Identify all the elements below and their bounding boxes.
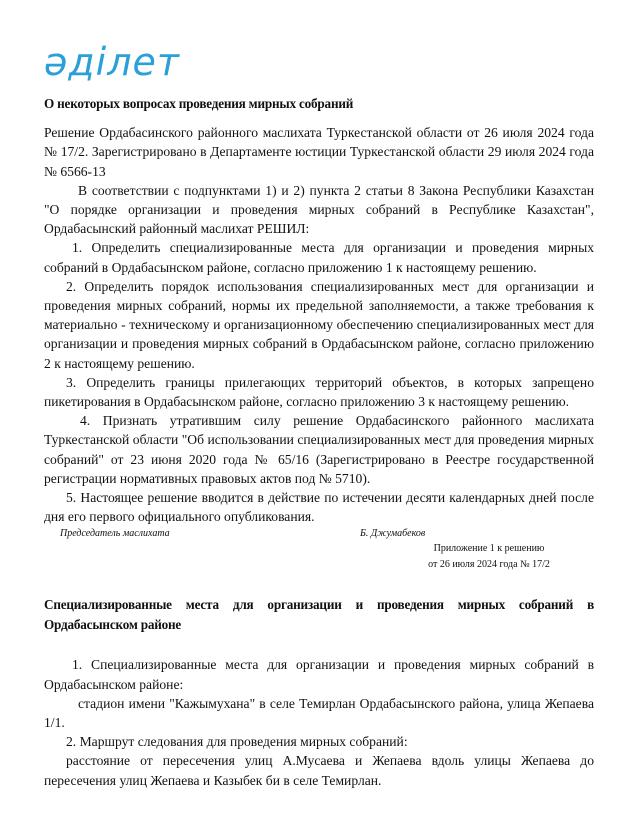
section-item-1: 1. Специализированные места для организации и проведения мирных собраний в Ордабасынском районе:	[44, 657, 594, 692]
item-4: 4. Признать утратившим силу решение Ордабасинского районного маслихата Туркестанской области "Об использовании специализированных мест для проведения мирных собраний" от 23 июня 2020 года № 65/16 (Зарегистрировано в Реестре государственной регистрации нормативных правовых актов под № 5710).	[44, 413, 594, 486]
signature-position: Председатель маслихата	[60, 528, 170, 540]
item-3: 3. Определить границы прилегающих территорий объектов, в которых запрещено пикетирования в Ордабасынском районе, согласно приложению 3 к настоящему решению.	[44, 374, 594, 410]
adilet-logo: әділет	[44, 40, 181, 84]
appendix-line-1: Приложение 1 к решению	[433, 543, 545, 555]
appendix-line-2: от 26 июля 2024 года № 17/2	[428, 559, 550, 571]
section-title: Специализированные места для организации и проведения мирных собраний в Ордабасынском районе	[44, 597, 594, 633]
section-item-1-detail: стадион имени "Кажымухана" в селе Темирлан Ордабасынского района, улица Жепаева 1/1.	[44, 695, 594, 731]
document-body	[44, 94, 594, 790]
preamble: В соответствии с подпунктами 1) и 2) пункта 2 статьи 8 Закона Республики Казахстан "О порядке организации и проведения мирных собраний в Республике Казахстан", Ордабасынский районный маслихат РЕШИЛ:	[44, 182, 594, 237]
item-2: 2. Определить порядок использования специализированных мест для организации и проведения мирных собраний, нормы их предельной заполняемости, а также требования к материально - техническому и организационному обеспечению специализированных мест для организации и проведения мирных собраний в Ордабасынском районе, согласно приложению 2 к настоящему решению.	[44, 278, 594, 371]
section-item-2: 2. Маршрут следования для проведения мирных собраний:	[66, 734, 408, 750]
document-title: О некоторых вопросах проведения мирных собраний	[44, 96, 354, 111]
signature-name: Б. Джумабеков	[360, 528, 426, 540]
section-item-2-detail: расстояние от пересечения улиц А.Мусаева и Жепаева вдоль улицы Жепаева до пересечения улиц Жепаева и Казыбек би в селе Темирлан.	[44, 753, 594, 788]
appendix-note	[44, 541, 594, 573]
signature	[44, 527, 594, 541]
item-1: 1. Определить специализированные места для организации и проведения мирных собраний в Ордабасынском районе, согласно приложению 1 к настоящему решению.	[44, 240, 594, 275]
item-5: 5. Настоящее решение вводится в действие по истечении десяти календарных дней после дня его первого официального опубликования.	[44, 490, 594, 525]
document-intro: Решение Ордабасинского районного маслихата Туркестанской области от 26 июля 2024 года № 17/2. Зарегистрировано в Департаменте юстиции Туркестанской области 29 июля 2024 года № 6566-13	[44, 125, 594, 179]
